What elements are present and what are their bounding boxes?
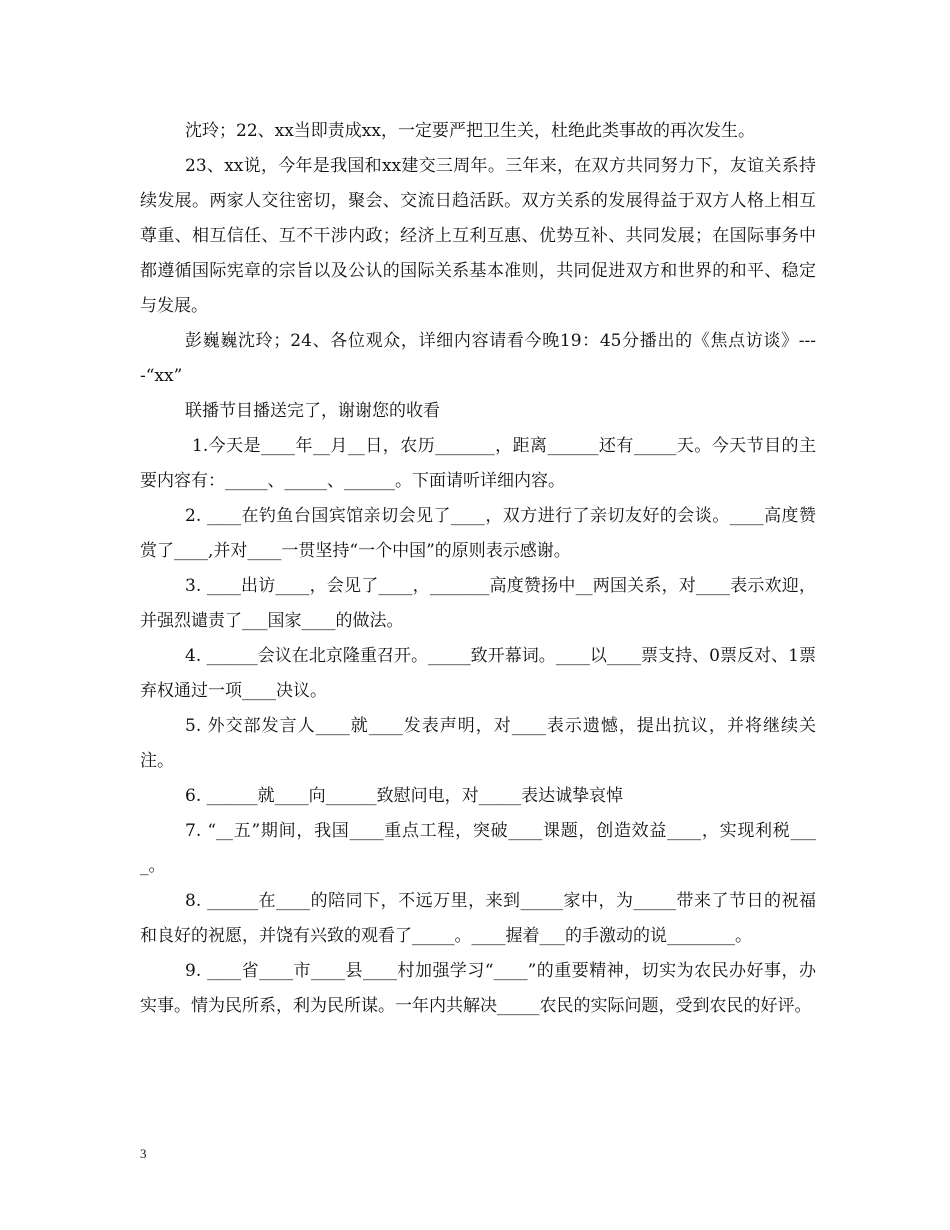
exercise-item-3: 3. ____出访____，会见了____，_______高度赞扬中__两国关系，对____表示欢迎，并强烈谴责了___国家____的做法。	[140, 576, 816, 631]
exercise-item-5: 5. 外交部发言人____就____发表声明，对____表示遗憾，提出抗议，并将继续关注。	[140, 716, 816, 771]
exercise-item-9: 9. ____省____市____县____村加强学习“____”的重要精神，切实为农民办好事，办实事。情为民所系，利为民所谋。一年内共解决_____农民的实际问题，受到农民的好评。	[140, 961, 816, 1016]
exercise-item-7: 7. “__五”期间，我国____重点工程，突破____课题，创造效益____，实现利税____。	[140, 821, 816, 876]
paragraph-closing: 联播节目播送完了，谢谢您的收看	[185, 401, 440, 421]
document-body	[140, 114, 816, 1024]
exercise-item-1: 1.今天是____年__月__日，农历_______，距离______还有_____天。今天节目的主要内容有：_____、_____、______。下面请听详细内容。	[140, 436, 816, 491]
exercise-item-8: 8. ______在____的陪同下，不远万里，来到_____家中，为_____带来了节日的祝福和良好的祝愿，并饶有兴致的观看了_____。____握着___的手激动的说________。	[140, 891, 816, 946]
paragraph-22: 沈玲；22、xx当即责成xx，一定要严把卫生关，杜绝此类事故的再次发生。	[185, 121, 755, 141]
exercise-item-6: 6. ______就____向______致慰问电，对_____表达诚挚哀悼	[185, 786, 624, 806]
paragraph-23: 23、xx说，今年是我国和xx建交三周年。三年来，在双方共同努力下，友谊关系持续发展。两家人交往密切，聚会、交流日趋活跃。双方关系的发展得益于双方人格上相互尊重、相互信任、互不干涉内政；经济上互利互惠、优势互补、共同发展；在国际事务中都遵循国际宪章的宗旨以及公认的国际关系基本准则，共同促进双方和世界的和平、稳定与发展。	[140, 156, 816, 316]
page-number: 3	[140, 1146, 147, 1161]
paragraph-24: 彭巍巍沈玲；24、各位观众，详细内容请看今晚19：45分播出的《焦点访谈》----“xx”	[140, 331, 816, 386]
exercise-item-2: 2. ____在钓鱼台国宾馆亲切会见了____，双方进行了亲切友好的会谈。____高度赞赏了____,并对____一贯坚持“一个中国”的原则表示感谢。	[140, 506, 816, 561]
exercise-item-4: 4. ______会议在北京隆重召开。_____致开幕词。____以____票支持、0票反对、1票弃权通过一项____决议。	[140, 646, 816, 701]
